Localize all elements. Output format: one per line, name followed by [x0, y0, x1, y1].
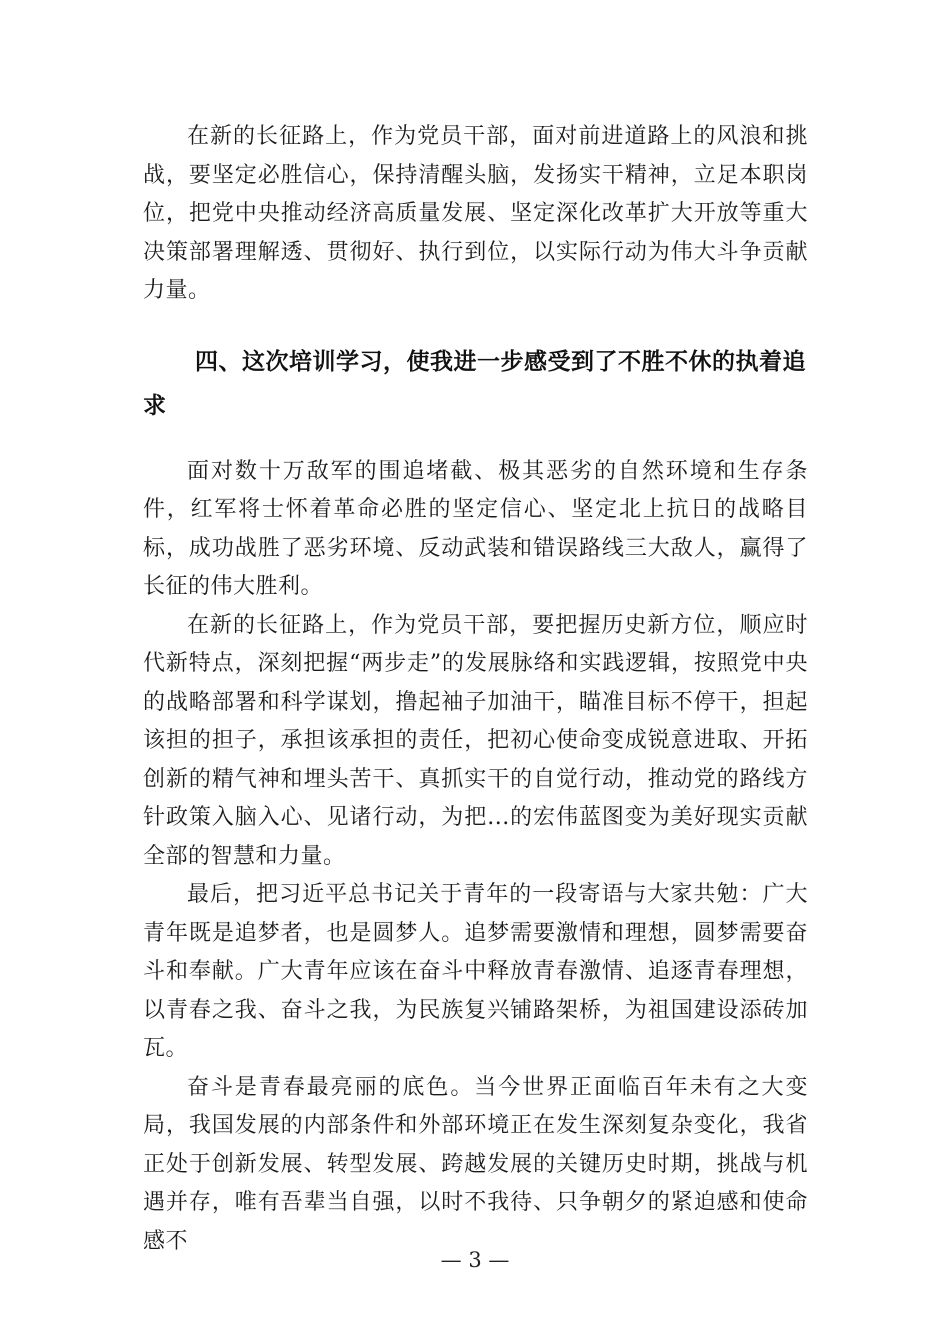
- paragraph-new-long-march: 在新的长征路上，作为党员干部，要把握历史新方位，顺应时代新特点，深刻把握“两步走”的发展脉络和实践逻辑，按照党中央的战略部署和科学谋划，撸起袖子加油干，瞄准目标不停干，担起该担的担子，承担该承担的责任，把初心使命变成锐意进取、开拓创新的精气神和埋头苦干、真抓实干的自觉行动，推动党的路线方针政策入脑入心、见诸行动，为把...的宏伟蓝图变为美好现实贡献全部的智慧和力量。: [143, 612, 808, 869]
- paragraph-youth-message: 最后，把习近平总书记关于青年的一段寄语与大家共勉：广大青年既是追梦者，也是圆梦人。追梦需要激情和理想，圆梦需要奋斗和奉献。广大青年应该在奋斗中释放青春激情、追逐青春理想，以青春之我、奋斗之我，为民族复兴铺路架桥，为祖国建设添砖加瓦。: [143, 882, 808, 1061]
- paragraph-struggle-youth: 奋斗是青春最亮丽的底色。当今世界正面临百年未有之大变局，我国发展的内部条件和外部环境正在发生深刻复杂变化，我省正处于创新发展、转型发展、跨越发展的关键历史时期，挑战与机遇并存，唯有吾辈当自强，以时不我待、只争朝夕的紧迫感和使命感不: [143, 1074, 808, 1254]
- section-heading: 四、这次培训学习，使我进一步感受到了不胜不休的执着追求: [143, 348, 806, 419]
- document-body: [143, 118, 808, 1261]
- paragraph-intro: 在新的长征路上，作为党员干部，面对前进道路上的风浪和挑战，要坚定必胜信心，保持清醒头脑，发扬实干精神，立足本职岗位，把党中央推动经济高质量发展、坚定深化改革扩大开放等重大决策部署理解透、贯彻好、执行到位，以实际行动为伟大斗争贡献力量。: [143, 124, 808, 303]
- page-number: — 3 —: [440, 1248, 510, 1272]
- paragraph-long-march-victory: 面对数十万敌军的围追堵截、极其恶劣的自然环境和生存条件，红军将士怀着革命必胜的坚定信心、坚定北上抗日的战略目标，成功战胜了恶劣环境、反动武装和错误路线三大敌人，赢得了长征的伟大胜利。: [143, 458, 808, 599]
